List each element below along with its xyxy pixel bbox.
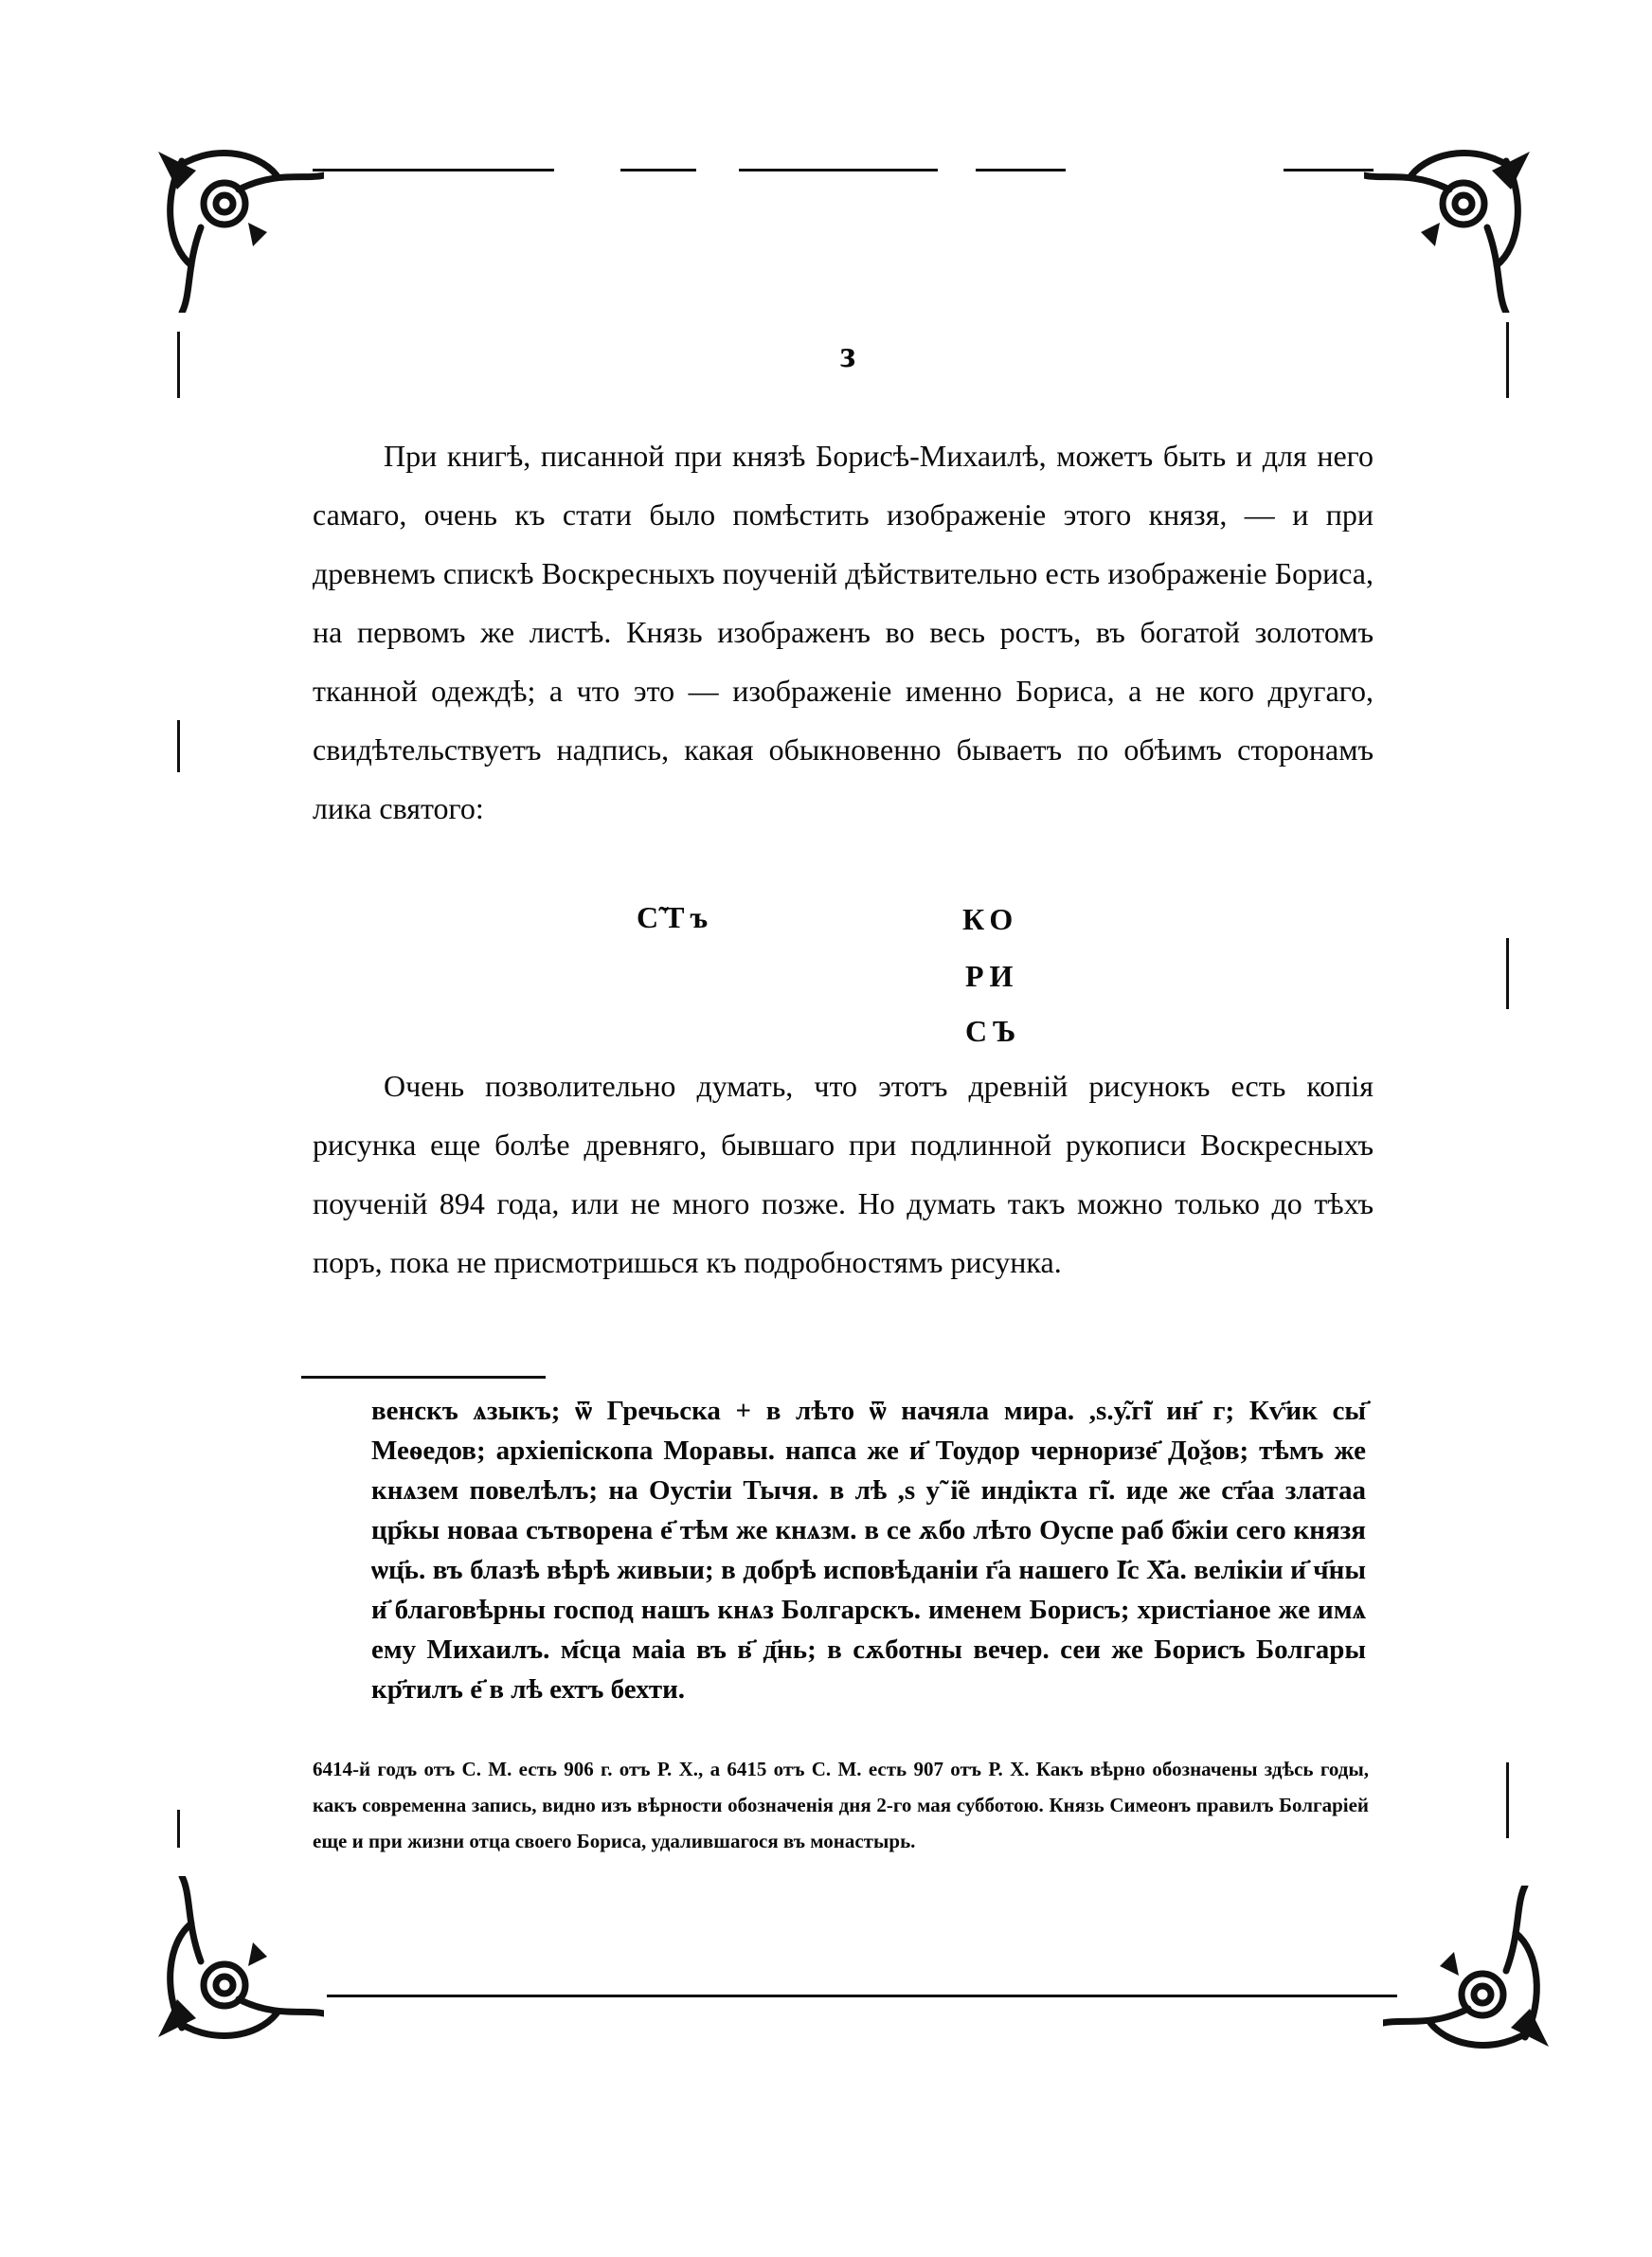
- body-paragraph-2: [313, 1056, 1374, 1291]
- flourish-icon: [1383, 1886, 1563, 2066]
- frame-bottom-rule: [327, 1995, 1397, 1997]
- corner-ornament-top-right: [1364, 133, 1544, 313]
- frame-right-rule-2: [1506, 938, 1509, 1009]
- frame-top-right-rule: [1284, 169, 1374, 172]
- frame-left-rule-3: [177, 1810, 180, 1848]
- frame-right-rule-1: [1506, 322, 1509, 398]
- inscription-right-line-3: СЪ: [965, 1014, 1022, 1048]
- flourish-icon: [1364, 133, 1544, 313]
- footnote-separator: [301, 1376, 546, 1379]
- flourish-icon: [144, 133, 324, 313]
- page-number: з: [839, 333, 856, 375]
- frame-left-rule-1: [177, 332, 180, 398]
- paragraph-text: Очень позволительно думать, что этотъ древнiй рисунокъ есть копiя рисунка еще болѣе древняго, бывшаго при подлинной рукописи Воскресныхъ поученiй 894 года, или не много позже. Но думать такъ можно только до тѣхъ поръ, пока не присмотришься къ подробностямъ рисунка.: [313, 1069, 1374, 1279]
- footnote-commentary: 6414-й годъ отъ С. М. есть 906 г. отъ Р. Х., а 6415 отъ С. М. есть 907 отъ Р. Х. Какъ вѣрно обозначены здѣсь годы, какъ современна запись, видно изъ вѣрности обозначенiя дня 2-го мая субботою. Князь Симеонъ правилъ Болгарiей еще и при жизни отца своего Бориса, удалившагося въ монастырь.: [313, 1758, 1369, 1852]
- frame-right-rule-3: [1506, 1762, 1509, 1838]
- inscription-right-line-1: КО: [962, 902, 1019, 936]
- frame-top-mid-rule-1: [620, 169, 696, 172]
- inscription-left: С̃Тъ: [637, 900, 714, 934]
- frame-top-left-rule: [313, 169, 554, 172]
- corner-ornament-bottom-left: [144, 1876, 324, 2056]
- body-paragraph-1: [313, 426, 1374, 838]
- frame-top-mid-rule-3: [976, 169, 1066, 172]
- flourish-icon: [144, 1876, 324, 2056]
- corner-ornament-top-left: [144, 133, 324, 313]
- paragraph-text: При книгѣ, писанной при князѣ Борисѣ-Михаилѣ, можетъ быть и для него самаго, очень къ стати было помѣстить изображенiе этого князя, — и при древнемъ спискѣ Воскресныхъ поученiй дѣйствительно есть изображенiе Бориса, на первомъ же листѣ. Князь изображенъ во весь ростъ, въ богатой золотомъ тканной одеждѣ; а что это — изображенiе именно Бориса, а не кого другаго, свидѣтельствуетъ надпись, какая обыкновенно бываетъ по обѣимъ сторонамъ лика святого:: [313, 439, 1374, 825]
- footnote-slavonic-text: венскъ ѧзыкъ; ѿ Гречьска + в лѣто ѿ начяла мира. ,ѕ.у̃.г̃і ин҃ г; Кѵ҃ик сы҃ Меѳедов; архiепiскопа Моравы. напса же и҃ Тоудор черноризе҃ Доѯов; тѣмъ же кнѧзем повелѣлъ; на Оустiи Тычя. в лѣ ,ѕ у̃ і̃е индiкта г̃і. иде же ст҃аа златаа цр҃кы новаа сътворена е҃ тѣм же кнѧзм. в се ѫбо лѣто Оуспе раб б҃жiи сего князя ѡц҃ь. въ блазѣ вѣрѣ живыи; в добрѣ исповѣданiи г҃а нашего І҃с Х҃а. велiкiи и҃ ч҃ны и҃ благовѣрны господ нашъ кнѧз Болгарскъ. именем Борисъ; христiаное же имѧ ему Михаилъ. м҃сца маiа въ в҃ д҃нь; в сѫботны вечер. сеи же Борисъ Болгары кр҃тилъ е҃ в лѣ ехтъ бехти.: [371, 1396, 1366, 1705]
- inscription-right-line-2: РИ: [965, 959, 1019, 993]
- corner-ornament-bottom-right: [1383, 1886, 1563, 2066]
- frame-top-mid-rule-2: [739, 169, 938, 172]
- frame-left-rule-2: [177, 720, 180, 772]
